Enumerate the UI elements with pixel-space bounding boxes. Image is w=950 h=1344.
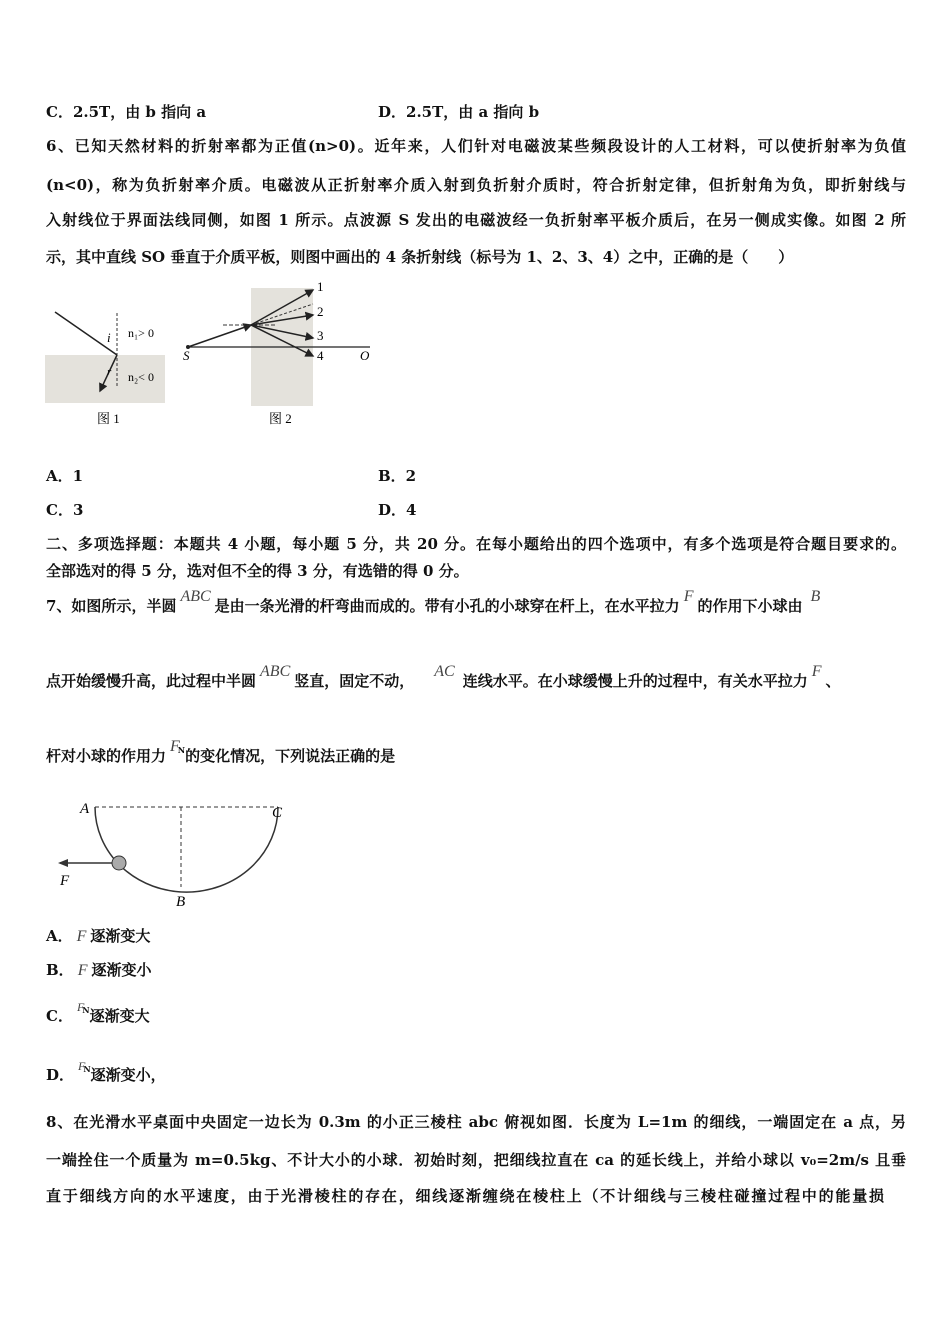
section2-line: 二、多项选择题：本题共 4 小题，每小题 5 分，共 20 分。在每小题给出的四个选项中，有多个选项是符合题目要求的。 [46,535,906,553]
svg-text:1: 1 [317,280,324,294]
q8-line: 直于细线方向的水平速度，由于光滑棱柱的存在，细线逐渐缠绕在棱柱上（不计细线与三棱柱碰撞过程中的能量损 [46,1187,884,1205]
svg-text:A: A [80,801,90,817]
fig2-caption: 图 2 [269,411,292,426]
q6-option-b: B．2 [378,467,417,485]
q6-figures [40,280,380,430]
svg-text:2: 2 [317,304,324,319]
svg-text:F: F [60,873,70,889]
q7-line-3: 杆对小球的作用力$F_N$的变化情况，下列说法正确的是 [46,738,396,765]
q5-option-c: C．2.5T，由 b 指向 a [46,103,207,121]
svg-text:B: B [176,894,186,910]
q6-line: 6、已知天然材料的折射率都为正值(n>0)。近年来，人们针对电磁波某些频段设计的人工材料，可以使折射率为负值 [46,137,906,155]
q6-option-a: A．1 [46,467,84,485]
label-n2: n₂< 0 [128,370,154,384]
q7-option-a: A． F 逐渐变大 [46,927,151,945]
q6-option-c: C．3 [46,501,84,519]
q6-line: (n<0)，称为负折射率介质。电磁波从正折射率介质入射到负折射介质时，符合折射定律，但折射角为负，即折射线与 [46,176,906,194]
label-O: O [360,348,370,363]
fig1-caption: 图 1 [97,411,120,426]
label-i: i [107,330,111,345]
label-n1: n₁> 0 [128,326,154,340]
q8-line: 一端拴住一个质量为 m=0.5kg、不计大小的小球．初始时刻，把细线拉直在 ca 的延长线上，并给小球以 v₀=2m/s 且垂 [46,1151,906,1169]
section2-line: 全部选对的得 5 分，选对但不全的得 3 分，有选错的得 0 分。 [46,562,469,580]
q7-line-2: 点开始缓慢升高，此过程中半圆ABC竖直，固定不动，AC连线水平。在小球缓慢上升的过程中，有关水平拉力F、 [46,663,841,690]
q6-option-d: D．4 [378,501,417,519]
label-S: S [183,348,190,363]
q7-line-1: 7、如图所示，半圆ABC是由一条光滑的杆弯曲而成的。带有小孔的小球穿在杆上，在水平拉力F的作用下小球由B [46,588,821,615]
q7-option-d: D． $^F_N$逐渐变小， [46,1059,166,1084]
q5-option-d: D．2.5T，由 a 指向 b [378,103,540,121]
q6-line: 示，其中直线 SO 垂直于介质平板，则图中画出的 4 条折射线（标号为 1、2、3、4）之中，正确的是（ ） [46,248,794,266]
svg-text:4: 4 [317,348,324,363]
label-r: r [107,366,112,378]
q7-option-b: B． F 逐渐变小 [46,961,152,979]
svg-text:C: C [272,805,283,821]
q7-semicircle-figure [50,795,300,910]
svg-text:3: 3 [317,328,324,343]
ball [112,856,126,870]
q7-option-c: C． $^F_N$逐渐变大 [46,1000,150,1025]
q8-line: 8、在光滑水平桌面中央固定一边长为 0.3m 的小正三棱柱 abc 俯视如图．长度为 L=1m 的细线，一端固定在 a 点，另 [46,1113,906,1131]
semicircle-rod [95,807,278,892]
q6-line: 入射线位于界面法线同侧，如图 1 所示。点波源 S 发出的电磁波经一负折射率平板介质后，在另一侧成实像。如图 2 所 [46,211,906,229]
